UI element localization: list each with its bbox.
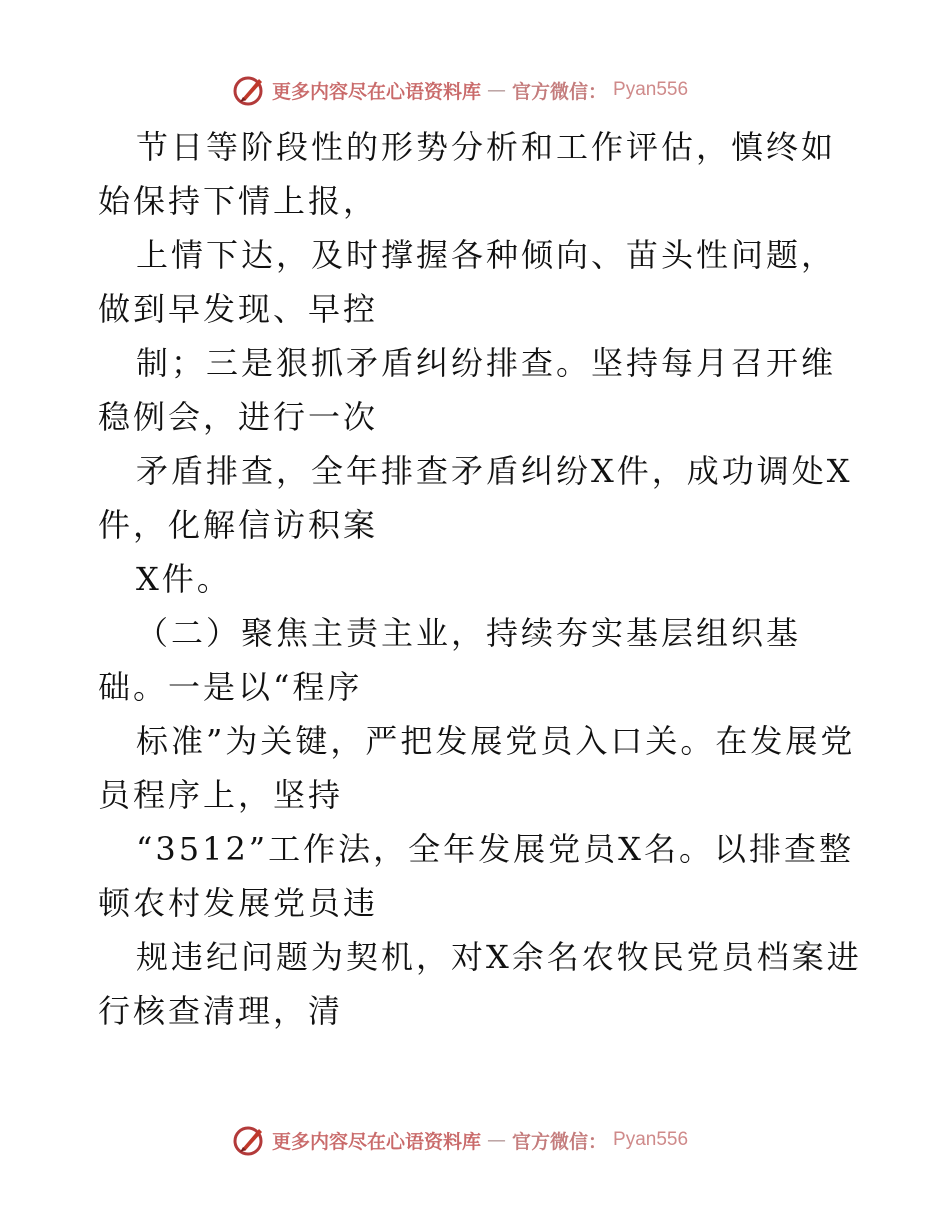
footer-watermark — [232, 1122, 712, 1158]
paragraph-3: 制；三是狠抓矛盾纠纷排查。坚持每月召开维稳例会，进行一次 — [98, 344, 837, 436]
paragraph-7: 标准”为关键，严把发展党员入口关。在发展党员程序上，坚持 — [98, 722, 856, 814]
watermark-wechat-label: 官方微信： — [512, 80, 608, 103]
paragraph-1: 节日等阶段性的形势分析和工作评估，慎终如始保持下情上报， — [98, 128, 837, 220]
paragraph-6: （二）聚焦主责主业，持续夯实基层组织基础。一是以“程序 — [98, 614, 802, 706]
watermark-dash: — — [487, 1129, 507, 1151]
watermark-dash: — — [487, 79, 507, 101]
paragraph-9: 规违纪问题为契机，对X余名农牧民党员档案进行核查清理，清 — [98, 938, 862, 1030]
feather-pen-logo-icon — [232, 1123, 266, 1157]
header-watermark — [232, 72, 712, 108]
watermark-site-text: 更多内容尽在心语资料库 — [272, 1130, 482, 1153]
paragraph-8: “3512”工作法，全年发展党员X名。以排查整顿农村发展党员违 — [98, 830, 854, 922]
feather-pen-logo-icon — [232, 73, 266, 107]
watermark-site-text: 更多内容尽在心语资料库 — [272, 80, 482, 103]
watermark-wechat-label: 官方微信： — [512, 1130, 608, 1153]
watermark-wechat-id: Pyan556 — [613, 79, 689, 100]
paragraph-5: X件。 — [136, 560, 232, 598]
paragraph-2: 上情下达，及时撑握各种倾向、苗头性问题，做到早发现、早控 — [98, 236, 837, 328]
document-body — [98, 120, 868, 1038]
watermark-wechat-id: Pyan556 — [613, 1129, 689, 1150]
paragraph-4: 矛盾排查，全年排查矛盾纠纷X件，成功调处X件，化解信访积案 — [98, 452, 853, 544]
